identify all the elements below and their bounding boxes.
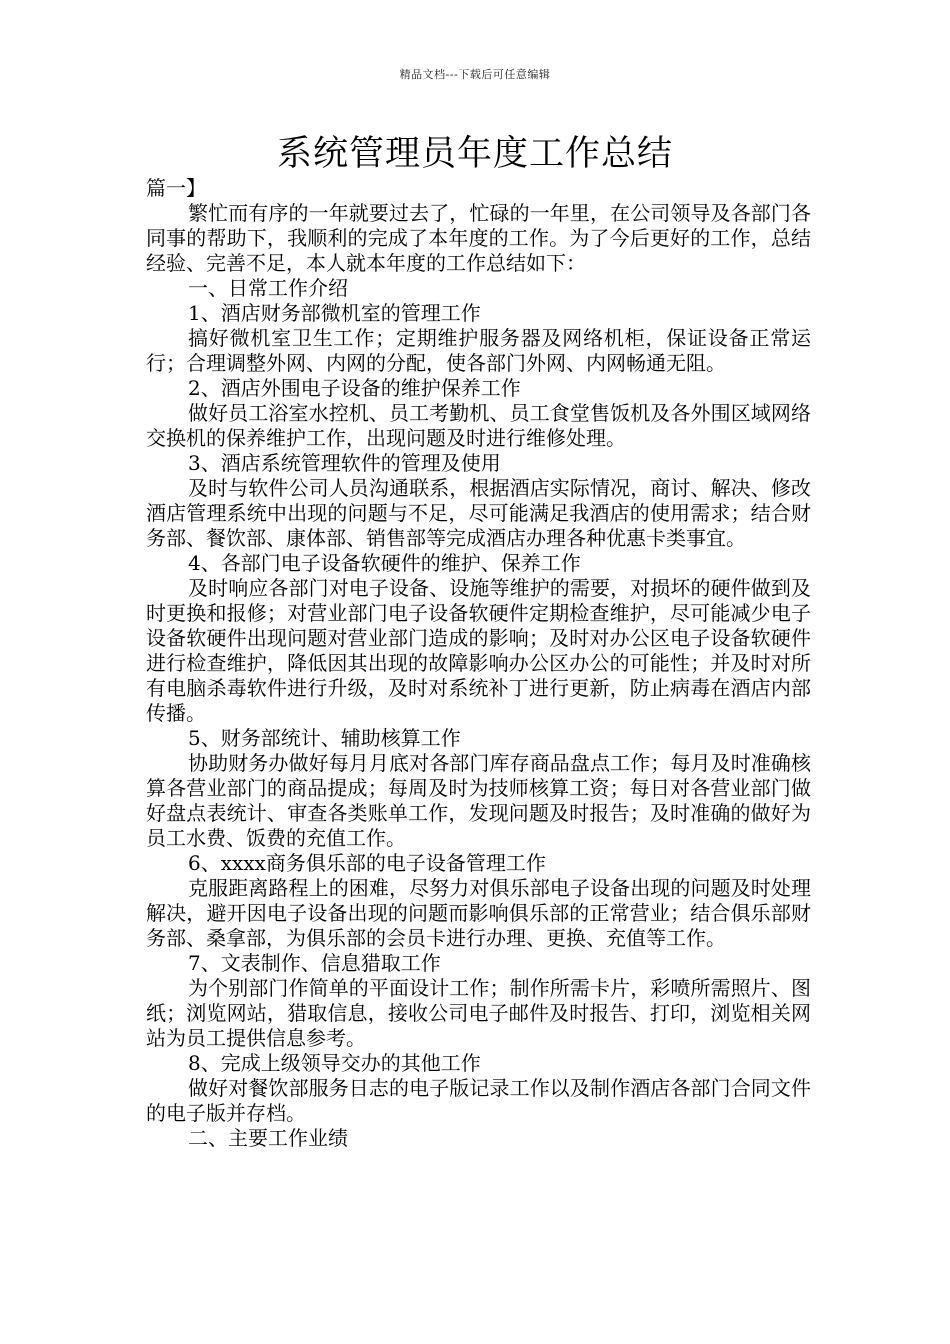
body-paragraph: 一、日常工作介绍 <box>188 276 348 300</box>
body-paragraph: 及时与软件公司人员沟通联系，根据酒店实际情况，商讨、解决、修改酒店管理系统中出现的问题与不足，尽可能满足我酒店的使用需求；结合财务部、餐饮部、康体部、销售部等完成酒店办理各种优惠卡类事宜。 <box>146 476 811 550</box>
body-paragraph: 2、酒店外围电子设备的维护保养工作 <box>188 376 521 400</box>
body-paragraph: 7、文表制作、信息猎取工作 <box>188 951 441 975</box>
header-note: 精品文档---下载后可任意编辑 <box>399 68 551 81</box>
body-paragraph: 繁忙而有序的一年就要过去了，忙碌的一年里，在公司领导及各部门各同事的帮助下，我顺利的完成了本年度的工作。为了今后更好的工作，总结经验、完善不足，本人就本年度的工作总结如下： <box>146 201 811 275</box>
document-title: 系统管理员年度工作总结 <box>276 134 673 174</box>
body-paragraph: 4、各部门电子设备软硬件的维护、保养工作 <box>188 551 581 575</box>
document-body <box>146 176 811 1151</box>
body-paragraph: 做好员工浴室水控机、员工考勤机、员工食堂售饭机及各外围区域网络交换机的保养维护工作，出现问题及时进行维修处理。 <box>146 401 811 450</box>
body-paragraph: 为个别部门作简单的平面设计工作；制作所需卡片，彩喷所需照片、图纸；浏览网站，猎取信息，接收公司电子邮件及时报告、打印，浏览相关网站为员工提供信息参考。 <box>146 976 811 1050</box>
body-paragraph: 篇一】 <box>146 176 206 200</box>
body-paragraph: 及时响应各部门对电子设备、设施等维护的需要，对损坏的硬件做到及时更换和报修；对营业部门电子设备软硬件定期检查维护，尽可能减少电子设备软硬件出现问题对营业部门造成的影响；及时对办公区电子设备软硬件进行检查维护，降低因其出现的故障影响办公区办公的可能性；并及时对所有电脑杀毒软件进行升级，及时对系统补丁进行更新，防止病毒在酒店内部传播。 <box>146 576 811 725</box>
body-paragraph: 5、财务部统计、辅助核算工作 <box>188 726 461 750</box>
body-paragraph: 搞好微机室卫生工作；定期维护服务器及网络机柜，保证设备正常运行；合理调整外网、内网的分配，使各部门外网、内网畅通无阻。 <box>146 326 811 375</box>
body-paragraph: 克服距离路程上的困难，尽努力对俱乐部电子设备出现的问题及时处理解决，避开因电子设备出现的问题而影响俱乐部的正常营业；结合俱乐部财务部、桑拿部，为俱乐部的会员卡进行办理、更换、充值等工作。 <box>146 876 811 950</box>
body-paragraph: 8、完成上级领导交办的其他工作 <box>188 1051 481 1075</box>
body-paragraph: 3、酒店系统管理软件的管理及使用 <box>188 451 501 475</box>
body-paragraph: 1、酒店财务部微机室的管理工作 <box>188 301 481 325</box>
body-paragraph: 6、xxxx商务俱乐部的电子设备管理工作 <box>188 851 546 875</box>
body-paragraph: 做好对餐饮部服务日志的电子版记录工作以及制作酒店各部门合同文件的电子版并存档。 <box>146 1076 811 1125</box>
body-paragraph: 二、主要工作业绩 <box>188 1126 348 1150</box>
body-paragraph: 协助财务办做好每月月底对各部门库存商品盘点工作；每月及时准确核算各营业部门的商品提成；每周及时为技师核算工资；每日对各营业部门做好盘点表统计、审查各类账单工作，发现问题及时报告；及时准确的做好为员工水费、饭费的充值工作。 <box>146 751 811 850</box>
